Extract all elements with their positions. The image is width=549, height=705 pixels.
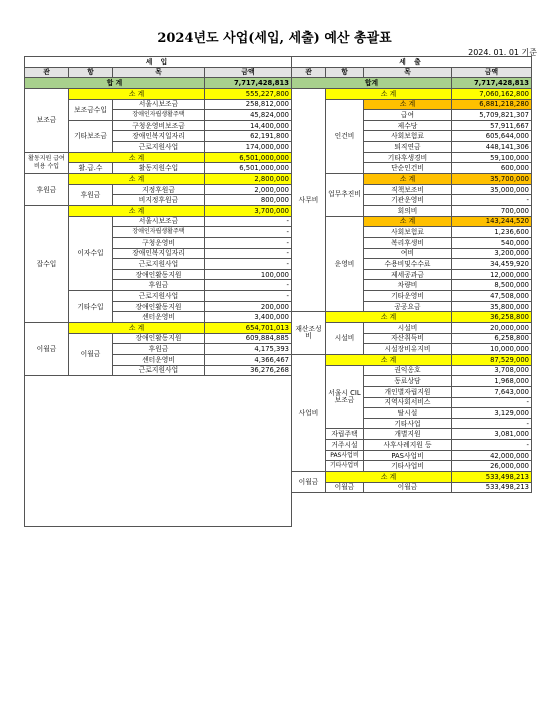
expense-amount: 20,000,000: [452, 323, 532, 334]
income-empty-area: [25, 376, 292, 527]
expense-amount: 3,708,000: [452, 365, 532, 376]
expense-mok: 개인별자립지원: [364, 386, 452, 397]
expense-gwan: 이월금: [292, 471, 326, 492]
income-amount: -: [205, 237, 292, 248]
income-amount: -: [205, 227, 292, 238]
expense-amount: 1,968,000: [452, 376, 532, 387]
expense-mok: 공공요금: [364, 301, 452, 312]
subtotal-amount: 36,258,800: [452, 312, 532, 323]
expense-hang: 업무추진비: [326, 174, 364, 217]
income-hang: 보조금수입: [69, 99, 113, 120]
expense-mok: 복리후생비: [364, 237, 452, 248]
expense-hang: 기타사업비: [326, 461, 364, 472]
income-amount: 258,812,000: [205, 99, 292, 110]
income-hang: 활.급.수: [69, 163, 113, 174]
subtotal-label: 소 계: [364, 99, 452, 110]
income-mok: 후원금: [113, 344, 205, 355]
expense-gwan: 사업비: [292, 354, 326, 471]
expense-mok: 지역사회서비스: [364, 397, 452, 408]
income-mok: 구청운영비: [113, 237, 205, 248]
income-mok: 장애인복지일자리: [113, 131, 205, 142]
income-amount: 100,000: [205, 269, 292, 280]
income-amount: 62,191,800: [205, 131, 292, 142]
expense-mok: 기타후생경비: [364, 152, 452, 163]
income-hang: 이월금: [69, 333, 113, 376]
expense-hang: 시설비: [326, 323, 364, 355]
expense-mok: 시설장비유지비: [364, 344, 452, 355]
expense-hang: 서울시 CIL 보조금: [326, 365, 364, 429]
expense-mok: 사회보험료: [364, 131, 452, 142]
income-amount: -: [205, 248, 292, 259]
col-hang: 항: [326, 67, 364, 78]
subtotal-label: 소 계: [364, 216, 452, 227]
col-gwan: 관: [25, 67, 69, 78]
income-mok: 구청운영비보조금: [113, 120, 205, 131]
as-of-date: 2024. 01. 01 기준: [468, 48, 537, 57]
subtotal-amount: 87,529,000: [452, 354, 532, 365]
expense-mok: 이월금: [364, 482, 452, 493]
expense-mok: 기타사업비: [364, 461, 452, 472]
income-amount: 36,276,268: [205, 365, 292, 376]
income-mok: 지정후원금: [113, 184, 205, 195]
expense-mok: 수용비및수수료: [364, 259, 452, 270]
expense-gwan: 사무비: [292, 88, 326, 311]
income-mok: 장애인복지일자리: [113, 248, 205, 259]
expense-mok: 차량비: [364, 280, 452, 291]
subtotal-label: 소 계: [69, 88, 205, 99]
income-amount: 174,000,000: [205, 142, 292, 153]
income-mok: 비지정후원금: [113, 195, 205, 206]
income-mok: 근로지원사업: [113, 365, 205, 376]
expense-table: [291, 56, 532, 493]
income-amount: 14,400,000: [205, 120, 292, 131]
subtotal-label: 소 계: [326, 88, 452, 99]
expense-mok: 동료상담: [364, 376, 452, 387]
expense-mok: 기관운영비: [364, 195, 452, 206]
income-grand-label: 합 계: [25, 78, 205, 89]
expense-amount: 700,000: [452, 205, 532, 216]
subtotal-label: 소 계: [364, 174, 452, 185]
income-amount: -: [205, 259, 292, 270]
subtotal-label: 소 계: [69, 205, 205, 216]
expense-amount: 10,000,000: [452, 344, 532, 355]
expense-amount: 600,000: [452, 163, 532, 174]
expense-amount: 3,129,000: [452, 408, 532, 419]
income-mok: 근로지원사업: [113, 291, 205, 302]
expense-amount: 6,258,800: [452, 333, 532, 344]
expense-mok: 여비: [364, 248, 452, 259]
income-amount: 4,175,393: [205, 344, 292, 355]
expense-hang: 자립주택: [326, 429, 364, 440]
expense-amount: -: [452, 397, 532, 408]
income-amount: 200,000: [205, 301, 292, 312]
income-hang: 기타보조금: [69, 120, 113, 152]
subtotal-amount: 2,800,000: [205, 174, 292, 185]
expense-mok: 기타운영비: [364, 291, 452, 302]
expense-mok: 직책보조비: [364, 184, 452, 195]
expense-amount: 533,498,213: [452, 482, 532, 493]
income-gwan: 보조금: [25, 88, 69, 152]
expense-mok: 사후사례지원 등: [364, 440, 452, 451]
expense-amount: 448,141,306: [452, 142, 532, 153]
income-gwan: 후원금: [25, 174, 69, 206]
expense-grand-total: 7,717,428,813: [452, 78, 532, 89]
income-hang: 기타수입: [69, 291, 113, 323]
expense-mok: 제세공과금: [364, 269, 452, 280]
col-mok: 목: [364, 67, 452, 78]
subtotal-amount: 533,498,213: [452, 471, 532, 482]
col-amount: 금액: [205, 67, 292, 78]
expense-mok: 시설비: [364, 323, 452, 334]
income-gwan: 이월금: [25, 323, 69, 376]
expense-hang: 이월금: [326, 482, 364, 493]
income-gwan: 잡수입: [25, 205, 69, 322]
income-mok: 센터운영비: [113, 312, 205, 323]
subtotal-label: 소 계: [69, 174, 205, 185]
expense-hang: 거주시설: [326, 440, 364, 451]
expense-amount: 47,508,000: [452, 291, 532, 302]
income-amount: 6,501,000,000: [205, 163, 292, 174]
expense-amount: 35,800,000: [452, 301, 532, 312]
expense-mok: PAS사업비: [364, 450, 452, 461]
income-mok: 서울시보조금: [113, 99, 205, 110]
expense-amount: 26,000,000: [452, 461, 532, 472]
expense-amount: 540,000: [452, 237, 532, 248]
expense-hang: 운영비: [326, 216, 364, 312]
income-amount: 609,884,885: [205, 333, 292, 344]
income-amount: 800,000: [205, 195, 292, 206]
expense-amount: 3,081,000: [452, 429, 532, 440]
income-amount: 2,000,000: [205, 184, 292, 195]
income-amount: 4,366,467: [205, 354, 292, 365]
expense-amount: 42,000,000: [452, 450, 532, 461]
income-mok: 후원금: [113, 280, 205, 291]
col-hang: 항: [69, 67, 113, 78]
income-amount: 45,824,000: [205, 110, 292, 121]
expense-amount: 59,100,000: [452, 152, 532, 163]
income-amount: -: [205, 291, 292, 302]
income-mok: 근로지원사업: [113, 259, 205, 270]
expense-mok: 회의비: [364, 205, 452, 216]
expense-amount: 3,200,000: [452, 248, 532, 259]
col-mok: 목: [113, 67, 205, 78]
income-grand-total: 7,717,428,813: [205, 78, 292, 89]
expense-mok: 급여: [364, 110, 452, 121]
expense-amount: 57,911,667: [452, 120, 532, 131]
income-hang: 후원금: [69, 184, 113, 205]
expense-amount: 34,459,920: [452, 259, 532, 270]
subtotal-label: 소 계: [326, 312, 452, 323]
expense-amount: 7,643,000: [452, 386, 532, 397]
subtotal-amount: 35,700,000: [452, 174, 532, 185]
expense-section-header: 세 출: [292, 57, 532, 68]
expense-grand-label: 합계: [292, 78, 452, 89]
expense-mok: 탈시설: [364, 408, 452, 419]
expense-amount: 35,000,000: [452, 184, 532, 195]
expense-amount: -: [452, 195, 532, 206]
expense-amount: 8,500,000: [452, 280, 532, 291]
col-gwan: 관: [292, 67, 326, 78]
subtotal-amount: 6,881,218,280: [452, 99, 532, 110]
expense-mok: 기타사업: [364, 418, 452, 429]
income-hang: 이자수입: [69, 216, 113, 290]
income-mok: 장애인자립생활주택: [113, 110, 205, 121]
subtotal-label: 소 계: [326, 354, 452, 365]
income-table: [24, 56, 292, 527]
expense-amount: 12,000,000: [452, 269, 532, 280]
income-gwan: 활동지원 급여비용 수입: [25, 152, 69, 173]
income-mok: 장애인자립생활주택: [113, 227, 205, 238]
expense-mok: 권익옹호: [364, 365, 452, 376]
expense-mok: 퇴직연금: [364, 142, 452, 153]
subtotal-amount: 6,501,000,000: [205, 152, 292, 163]
subtotal-amount: 143,244,520: [452, 216, 532, 227]
income-mok: 활동지원수입: [113, 163, 205, 174]
expense-amount: 1,236,600: [452, 227, 532, 238]
expense-mok: 단순인건비: [364, 163, 452, 174]
income-mok: 장애인활동지원: [113, 301, 205, 312]
subtotal-label: 소 계: [326, 471, 452, 482]
expense-amount: 605,644,000: [452, 131, 532, 142]
expense-hang: PAS사업비: [326, 450, 364, 461]
income-mok: 서울시보조금: [113, 216, 205, 227]
income-amount: 3,400,000: [205, 312, 292, 323]
expense-amount: -: [452, 418, 532, 429]
subtotal-amount: 7,060,162,800: [452, 88, 532, 99]
expense-amount: 5,709,821,307: [452, 110, 532, 121]
col-amount: 금액: [452, 67, 532, 78]
subtotal-amount: 555,227,800: [205, 88, 292, 99]
page-title: 2024년도 사업(세입, 세출) 예산 총괄표: [157, 31, 392, 46]
subtotal-amount: 654,701,013: [205, 323, 292, 334]
subtotal-label: 소 계: [69, 152, 205, 163]
expense-amount: -: [452, 440, 532, 451]
subtotal-amount: 3,700,000: [205, 205, 292, 216]
expense-mok: 제수당: [364, 120, 452, 131]
income-amount: -: [205, 280, 292, 291]
expense-mok: 개별지원: [364, 429, 452, 440]
income-mok: 장애인활동지원: [113, 269, 205, 280]
income-mok: 센터운영비: [113, 354, 205, 365]
expense-hang: 인건비: [326, 99, 364, 173]
income-mok: 근로지원사업: [113, 142, 205, 153]
income-mok: 장애인활동지원: [113, 333, 205, 344]
income-section-header: 세 입: [25, 57, 292, 68]
subtotal-label: 소 계: [69, 323, 205, 334]
expense-gwan: 재산조성비: [292, 312, 326, 355]
expense-mok: 사회보험료: [364, 227, 452, 238]
expense-mok: 자산취득비: [364, 333, 452, 344]
income-amount: -: [205, 216, 292, 227]
